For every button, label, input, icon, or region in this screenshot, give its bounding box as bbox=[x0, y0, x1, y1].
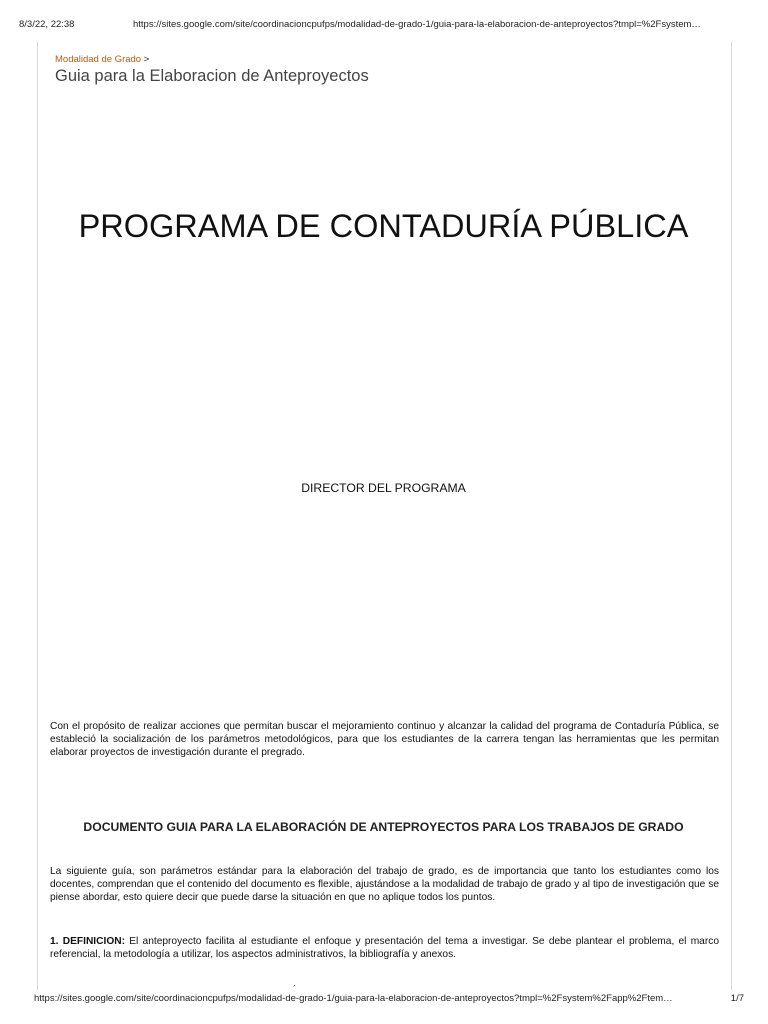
program-heading: PROGRAMA DE CONTADURÍA PÚBLICA bbox=[78, 208, 689, 244]
page-frame bbox=[37, 42, 732, 990]
print-date: 8/3/22, 22:38 bbox=[19, 19, 75, 30]
print-footer-url: https://sites.google.com/site/coordinacioncpufps/modalidad-de-grado-1/guia-para-la-elaboracion-de-anteproyectos?tmpl=%2Fsystem%2Fapp%2Ftem… bbox=[34, 993, 673, 1004]
print-url: https://sites.google.com/site/coordinacioncpufps/modalidad-de-grado-1/guia-para-la-elaboracion-de-anteproyectos?tmpl=%2Fsystem… bbox=[133, 19, 701, 30]
intro-paragraph: Con el propósito de realizar acciones que permitan buscar el mejoramiento continuo y alcanzar la calidad del programa de Contaduría Pública, se estableció la socialización de los parámetros metodológicos, para que los estudiantes de la carrera tengan las herramientas que les permitan elaborar proyectos de investigación durante el pregrado. bbox=[50, 721, 719, 758]
guide-paragraph: La siguiente guía, son parámetros estándar para la elaboración del trabajo de grado, es de importancia que tanto los estudiantes como los docentes, comprendan que el contenido del documento es flexible, ajustándose a la modalidad de trabajo de grado y al tipo de investigación que se piense abordar, esto quiere decir que puede darse la situación en que no aplique todos los puntos. bbox=[50, 866, 719, 903]
director-label: DIRECTOR DEL PROGRAMA bbox=[301, 481, 466, 495]
print-footer bbox=[0, 984, 768, 1024]
breadcrumb bbox=[55, 54, 149, 65]
breadcrumb-link-modalidad[interactable]: Modalidad de Grado bbox=[55, 54, 142, 65]
definition-paragraph bbox=[50, 936, 719, 962]
page-title: Guia para la Elaboracion de Anteproyectos bbox=[55, 67, 369, 85]
breadcrumb-separator: > bbox=[143, 54, 150, 65]
definition-text: El anteproyecto facilita al estudiante el enfoque y presentación del tema a investigar. Se debe plantear el problema, el marco referencial, la metodología a utilizar, los aspectos administrativos, la bibliografía y anexos. bbox=[50, 936, 719, 960]
definition-label: 1. DEFINICION: bbox=[50, 936, 125, 947]
document-heading: DOCUMENTO GUIA PARA LA ELABORACIÓN DE ANTEPROYECTOS PARA LOS TRABAJOS DE GRADO bbox=[83, 820, 684, 834]
page-number: 1/7 bbox=[730, 993, 744, 1004]
stray-mark: ´ bbox=[293, 984, 296, 994]
print-header bbox=[0, 0, 768, 40]
